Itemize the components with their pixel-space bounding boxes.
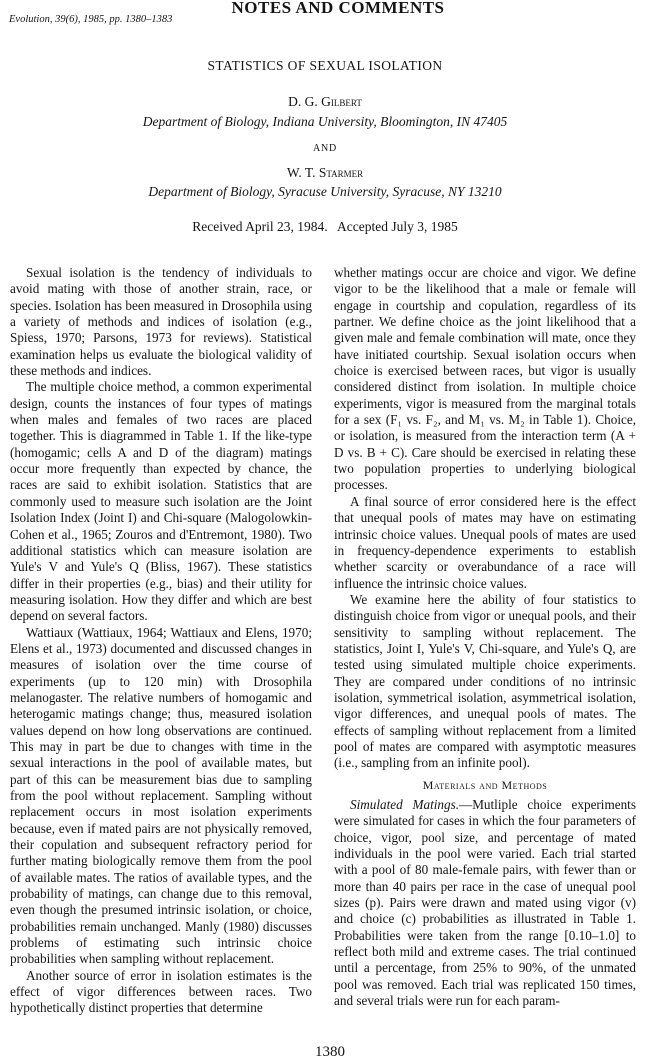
- author-1: D. G. Gilbert: [288, 94, 362, 109]
- paragraph: A final source of error considered here is the effect that unequal pools of mates may have on estimating intrinsic choice values. Unequal pools of mates are used in frequency-dependence experiments to establish whether scarcity or overabundance of a race will influence the intrinsic choice values.: [334, 493, 636, 591]
- paragraph: Sexual isolation is the tendency of individuals to avoid mating with those of another strain, race, or species. Isolation has been measured in Drosophila using a variety of methods and indices of isolation (e.g., Spiess, 1970; Parsons, 1973 for reviews). Statistical examination helps us evaluate the biological validity of these methods and indices.: [10, 265, 312, 379]
- section-heading: NOTES AND COMMENTS: [231, 0, 445, 17]
- affiliation-2: Department of Biology, Syracuse University, Syracuse, NY 13210: [148, 184, 502, 199]
- right-column: [334, 265, 636, 1009]
- paragraph-text: —Mutliple choice experiments were simulated for cases in which the four parameters of choice, vigor, pool size, and percentage of mated individuals in the pool were varied. Each trial started with a pool of 80 male-female pairs, with fewer than or more than 40 pairs per race in the case of unequal pool sizes (p). Pairs were drawn and mated using vigor (v) and choice (c) probabilities as illustrated in Table 1. Probabilities were taken from the range [0.10–1.0] to reflect both mild and extreme cases. The trial continued until a percentage, from 25% to 90%, of the unmated pool was removed. Each trial was replicated 150 times, and several trials were run for each param-: [334, 797, 636, 1009]
- author-2: W. T. Starmer: [286, 165, 364, 180]
- paragraph: We examine here the ability of four statistics to distinguish choice from vigor or unequal pools, and their sensitivity to sampling without replacement. The statistics, Joint I, Yule's V, Chi-square, and Yule's Q, are tested using simulated multiple choice experiments. They are compared under conditions of no intrinsic isolation, symmetrical isolation, asymmetrical isolation, vigor differences, and unequal pools of mates. The effects of sampling without replacement from a limited pool of mates are compared with asymptotic measures (i.e., sampling from an infinite pool).: [334, 591, 636, 771]
- run-in-heading: Simulated Matings.: [350, 797, 460, 812]
- paragraph: whether matings occur are choice and vigor. We define vigor to be the likelihood that a male or female will engage in courtship and copulation, regardless of its partner. We define choice as the joint likelihood that a given male and female combination will mate, once they have initiated courtship. Sexual isolation occurs when choice is exercised between races, but vigor is usually considered distinct from isolation. In multiple choice experiments, vigor is measured from the marginal totals for a sex (F₁ vs. F₂, and M₁ vs. M₂ in Table 1). Choice, or isolation, is measured from the interaction term (A + D vs. B + C). Care should be exercised in relating these two population properties to underlying biological processes.: [334, 265, 636, 493]
- paragraph: The multiple choice method, a common experimental design, counts the instances of four types of matings when males and females of two races are placed together. This is diagrammed in Table 1. If the like-type (homogamic; cells A and D of the diagram) matings occur more frequently than expected by chance, the races are said to exhibit isolation. Statistics that are commonly used to measure such isolation are the Joint Isolation Index (Joint I) and Chi-square (Malogolowkin-Cohen et al., 1965; Zouros and d'Entremont, 1980). Two additional statistics which can measure isolation are Yule's V and Yule's Q (Bliss, 1967). These statistics differ in their properties (e.g., bias) and their utility for measuring isolation. How they differ and which are best depend on several factors.: [10, 379, 312, 624]
- and-separator: AND: [312, 143, 338, 154]
- received-dates: Received April 23, 1984. Accepted July 3, 1985: [192, 219, 458, 234]
- page-number: 1380: [315, 1044, 345, 1060]
- methods-heading: Materials and Methods: [422, 777, 548, 792]
- paragraph: Wattiaux (Wattiaux, 1964; Wattiaux and Elens, 1970; Elens et al., 1973) documented and discussed changes in measures of isolation over the time course of experiments (up to 120 min) with Drosophila melanogaster. The relative numbers of homogamic and heterogamic matings change; thus, measured isolation values depend on how long observations are continued. This may in part be due to changes with time in the sexual interactions in the pool of available mates, but part of this can be measurement bias due to sampling from the pool without replacement. Sampling without replacement occurs in most isolation experiments because, even if mated pairs are not physically removed, their copulation and subsequent refractory period for further mating biologically remove them from the pool of available mates. The ratios of available types, and the probability of matings, can change due to this removal, even though the presumed intrinsic isolation, or choice, probabilities remain unchanged. Manly (1980) discusses problems of estimating such intrinsic choice probabilities when sampling without replacement.: [10, 624, 312, 967]
- affiliation-1: Department of Biology, Indiana University, Bloomington, IN 47405: [142, 114, 508, 129]
- paragraph: Another source of error in isolation estimates is the effect of vigor differences between races. Two hypothetically distinct properties that determine: [10, 967, 312, 1016]
- article-title: STATISTICS OF SEXUAL ISOLATION: [207, 58, 443, 73]
- left-column: [10, 265, 312, 1017]
- journal-citation: Evolution, 39(6), 1985, pp. 1380–1383: [9, 14, 173, 25]
- paragraph: [334, 797, 636, 1009]
